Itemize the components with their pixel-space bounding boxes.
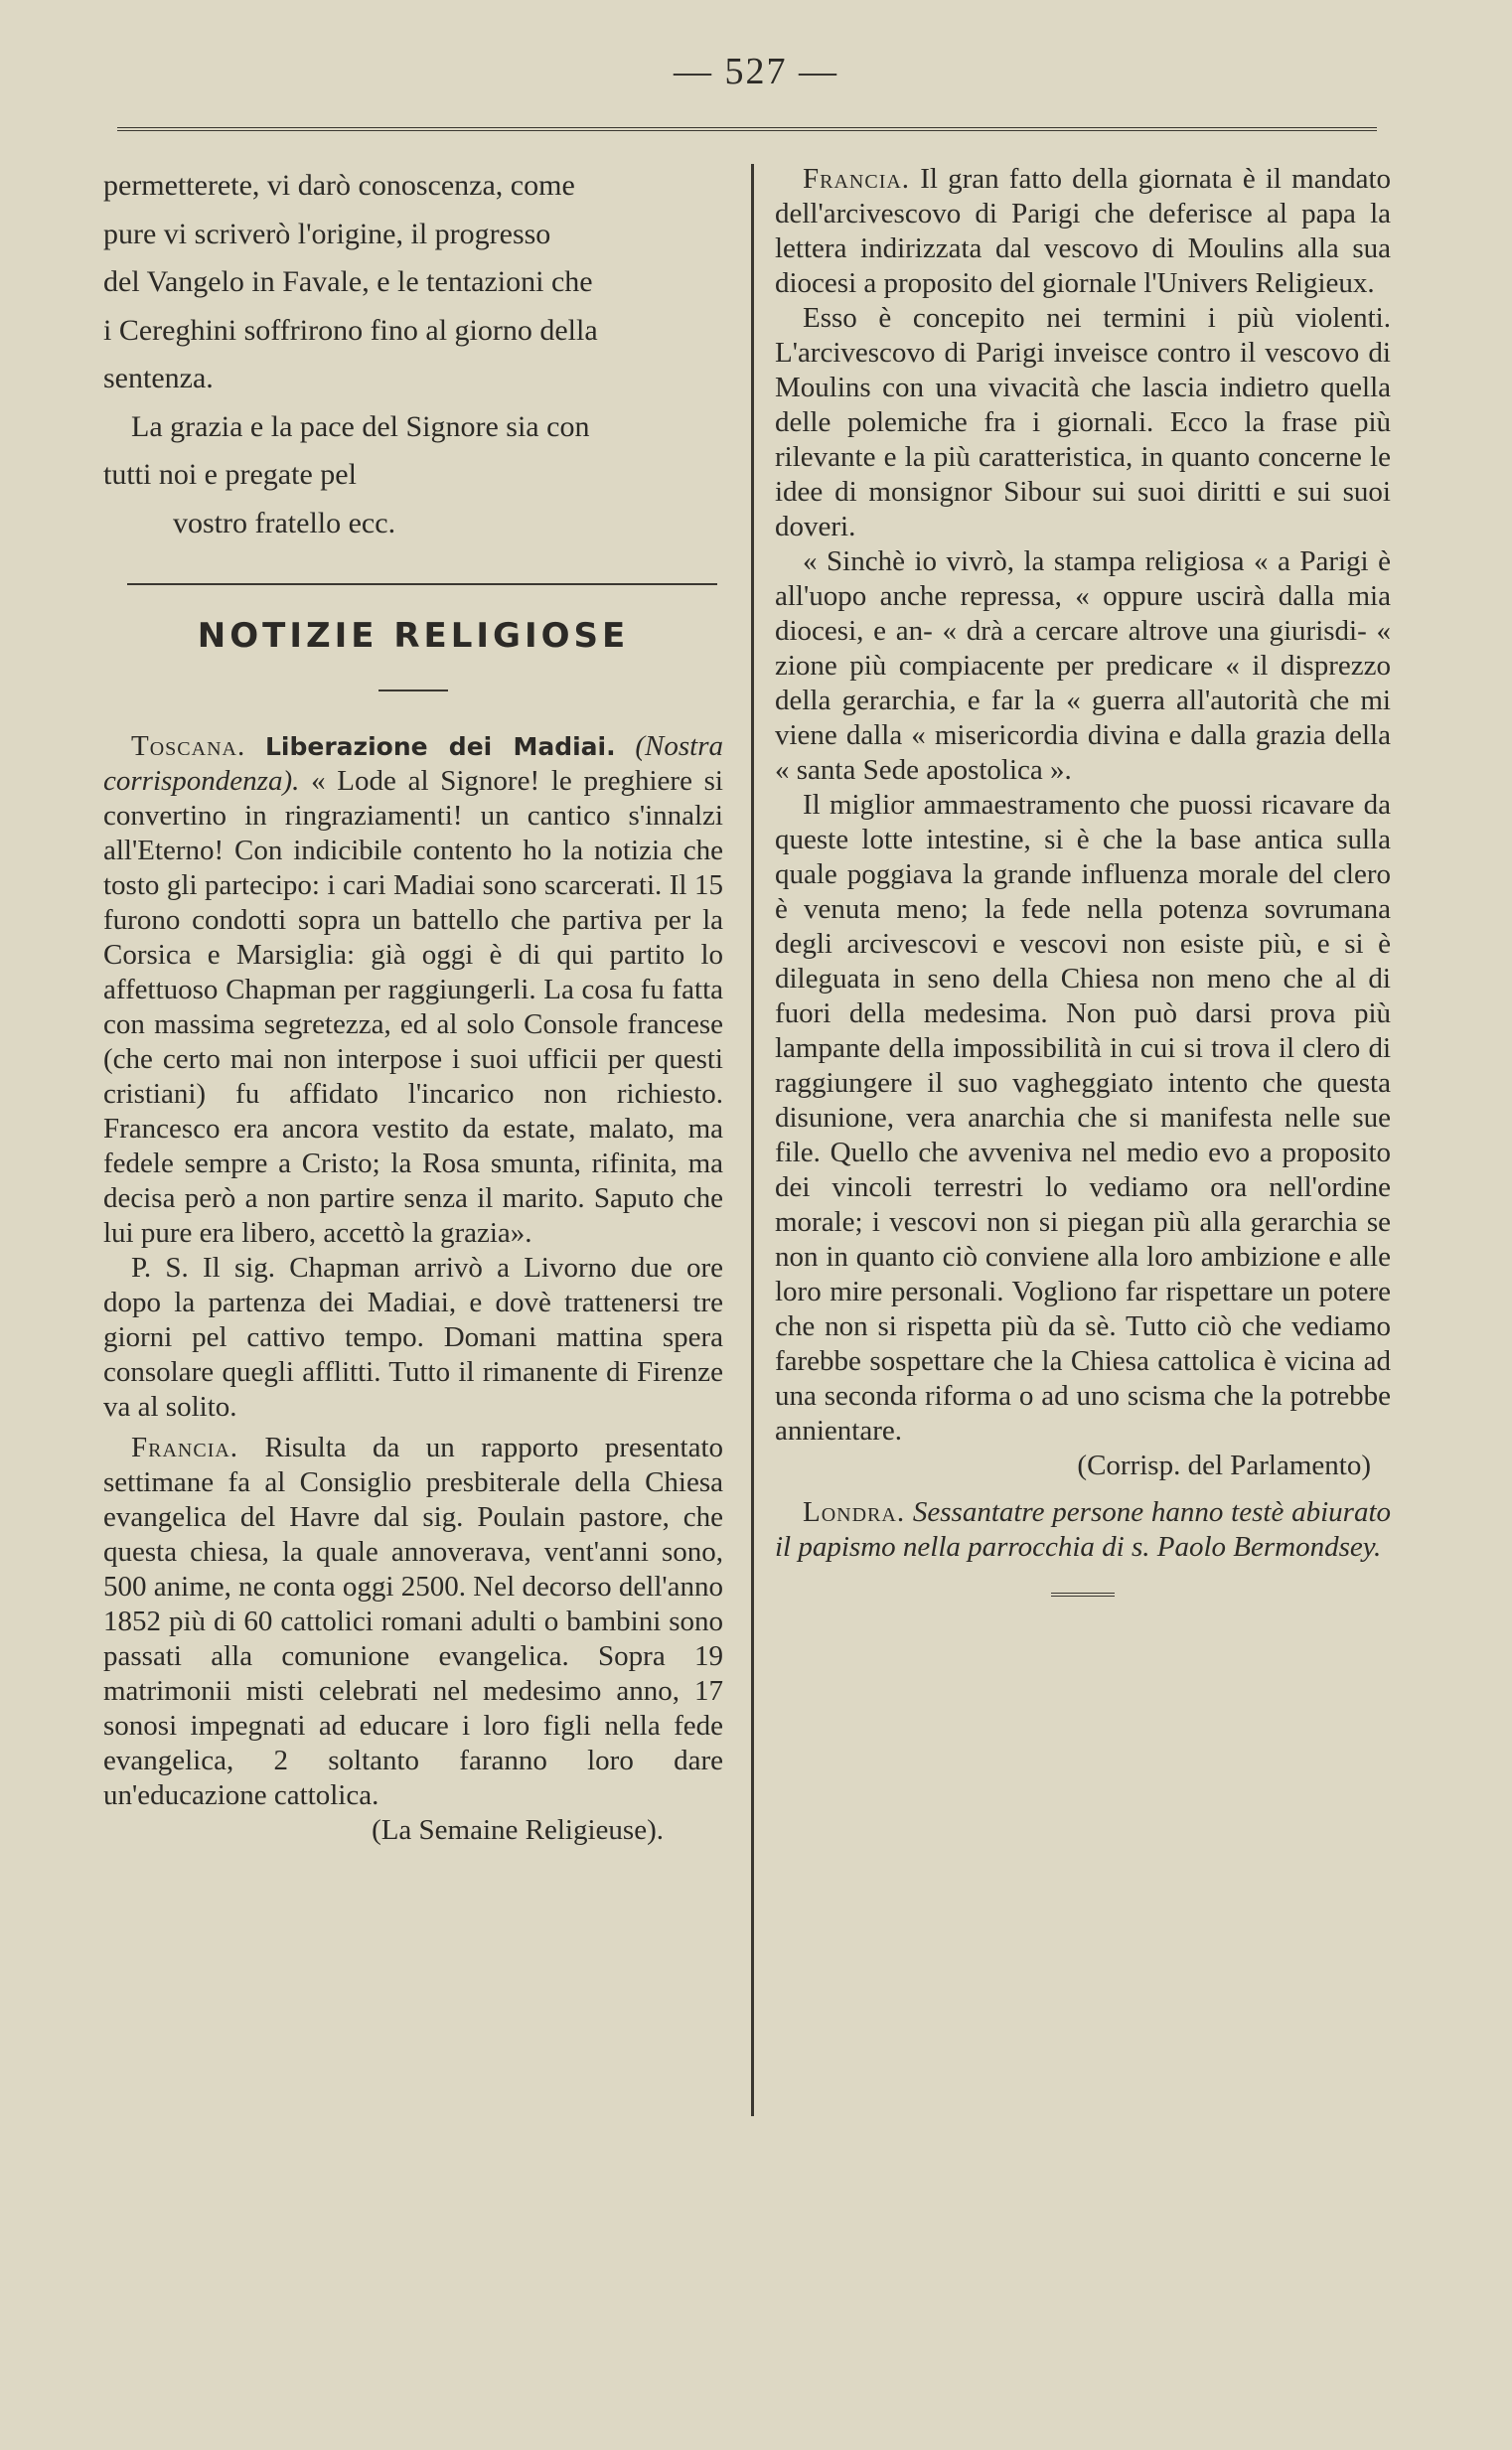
left-column xyxy=(103,162,723,1848)
letter-signoff: vostro fratello ecc. xyxy=(173,506,396,539)
letter-line: i Cereghini soffrirono fino al giorno della xyxy=(103,313,598,347)
column-divider xyxy=(751,164,754,2116)
item-body: Sessantatre persone hanno testè abiurato il papismo nella parrocchia di s. Paolo Bermondsey. xyxy=(775,1496,1392,1563)
letter-line: pure vi scriverò l'origine, il progresso xyxy=(103,217,551,250)
section-heading: NOTIZIE RELIGIOSE xyxy=(197,616,630,656)
place-name: Toscana. xyxy=(131,730,246,762)
londra-item xyxy=(775,1495,1391,1565)
francia-item xyxy=(775,162,1391,301)
quotation: « Sinchè io vivrò, la stampa religiosa « a Parigi è all'uopo anche repressa, « oppure uscirà dalla mia diocesi, e an- « drà a cercare altrove una giurisdi- « zione più compiacente per predicare « il disprezzo della gerarchia, e far la « guerra all'autorità che mi viene dalla « misericordia divina e dalla grazia della « santa Sede apostolica ». xyxy=(775,545,1391,786)
item-headline: Liberazione dei Madiai. xyxy=(264,732,616,761)
item-body: « Lode al Signore! le preghiere si convertino in ringraziamenti! un cantico s'innalzi all'Eterno! Con indicibile contento ho la notizia che tosto gli partecipo: i cari Madiai sono scarcerati. Il 15 furono condotti sopra un battello che partiva per la Corsica e Marsiglia: già oggi è di qui partito lo affettuoso Chapman per raggiungerli. La cosa fu fatta con massima segretezza, ed al solo Console francese (che certo mai non interpose i suoi ufficii per questi cristiani) fu affidato l'incarico non richiesto. Francesco era ancora vestito da estate, malato, ma fedele sempre a Cristo; la Rosa smunta, rifinita, ma decisa però a non partire senza il marito. Saputo che lui pure era libero, accettò la grazia». xyxy=(103,765,723,1249)
header-rule xyxy=(117,127,1377,131)
right-column xyxy=(775,162,1391,1597)
item-source: (Nostra corrispondenza). xyxy=(103,730,724,797)
closing-line: tutti noi e pregate pel xyxy=(103,458,357,491)
postscript: P. S. Il sig. Chapman arrivò a Livorno due ore dopo la partenza dei Madiai, e dovè trattenersi tre giorni pel cattivo tempo. Domani mattina spera consolare quegli afflitti. Tutto il rimanente di Firenze va al solito. xyxy=(103,1252,723,1423)
letter-ending xyxy=(103,162,723,547)
letter-line: sentenza. xyxy=(103,362,214,394)
end-rule xyxy=(1051,1593,1115,1597)
francia-item xyxy=(103,1431,723,1813)
closing-line: La grazia e la pace del Signore sia con xyxy=(131,409,590,443)
place-name: Francia. xyxy=(131,1432,239,1463)
section-separator xyxy=(127,583,717,585)
heading-rule xyxy=(378,689,448,691)
place-name: Francia. xyxy=(803,163,911,195)
item-body: Risulta da un rapporto presentato settimane fa al Consiglio presbiterale della Chiesa evangelica del Havre dal sig. Poulain pastore, che questa chiesa, la quale annoverava, vent'anni sono, 500 anime, ne conta oggi 2500. Nel decorso dell'anno 1852 più di 60 cattolici romani adulti o bambini sono passati alla comunione evangelica. Sopra 19 matrimonii misti celebrati nel medesimo anno, 17 sonosi impegnati ad educare i loro figli nella fede evangelica, 2 soltanto faranno loro dare un'educazione cattolica. xyxy=(103,1432,724,1811)
paragraph: Il miglior ammaestramento che puossi ricavare da queste lotte intestine, si è che la base antica sulla quale poggiava la grande influenza morale del clero è venuta meno; la fede nella potenza sovrumana degli arcivescovi e vescovi non esiste più, e si è dileguata in seno della Chiesa non meno che al di fuori della medesima. Non può darsi prova più lampante della impossibilità in cui si trova il clero di raggiungere il suo vagheggiato intento che questa disunione, vera anarchia che si manifesta nelle sue file. Quello che avveniva nel medio evo a proposito dei vincoli terrestri lo vediamo ora nell'ordine morale; i vescovi non si piegan più alla gerarchia se non in quanto ciò conviene alla loro ambizione e alle loro mire personali. Vogliono far rispettare un potere che non si rispetta più da sè. Tutto ciò che vediamo farebbe sospettare che la Chiesa cattolica è vicina ad una seconda riforma o ad uno scisma che la potrebbe annientare. xyxy=(775,789,1391,1447)
paragraph: Esso è concepito nei termini i più violenti. L'arcivescovo di Parigi inveisce contro il vescovo di Moulins con una vivacità che lascia indietro quella delle polemiche fra i giornali. Ecco la frase più rilevante e la più caratteristica, in quanto concerne le idee di monsignor Sibour sui suoi diritti e sui suoi doveri. xyxy=(775,302,1391,542)
letter-line: permetterete, vi darò conoscenza, come xyxy=(103,169,575,202)
source-credit: (La Semaine Religieuse). xyxy=(372,1814,664,1846)
item-body: Il gran fatto della giornata è il mandato dell'arcivescovo di Parigi che deferisce al papa la lettera indirizzata dal vescovo di Moulins alla sua diocesi a proposito del giornale l'Univers Religieux. xyxy=(775,163,1391,299)
source-credit: (Corrisp. del Parlamento) xyxy=(1077,1450,1371,1481)
place-name: Londra. xyxy=(803,1496,906,1528)
toscana-item xyxy=(103,729,723,1251)
page-number: — 527 — xyxy=(674,51,838,92)
letter-line: del Vangelo in Favale, e le tentazioni che xyxy=(103,265,593,298)
